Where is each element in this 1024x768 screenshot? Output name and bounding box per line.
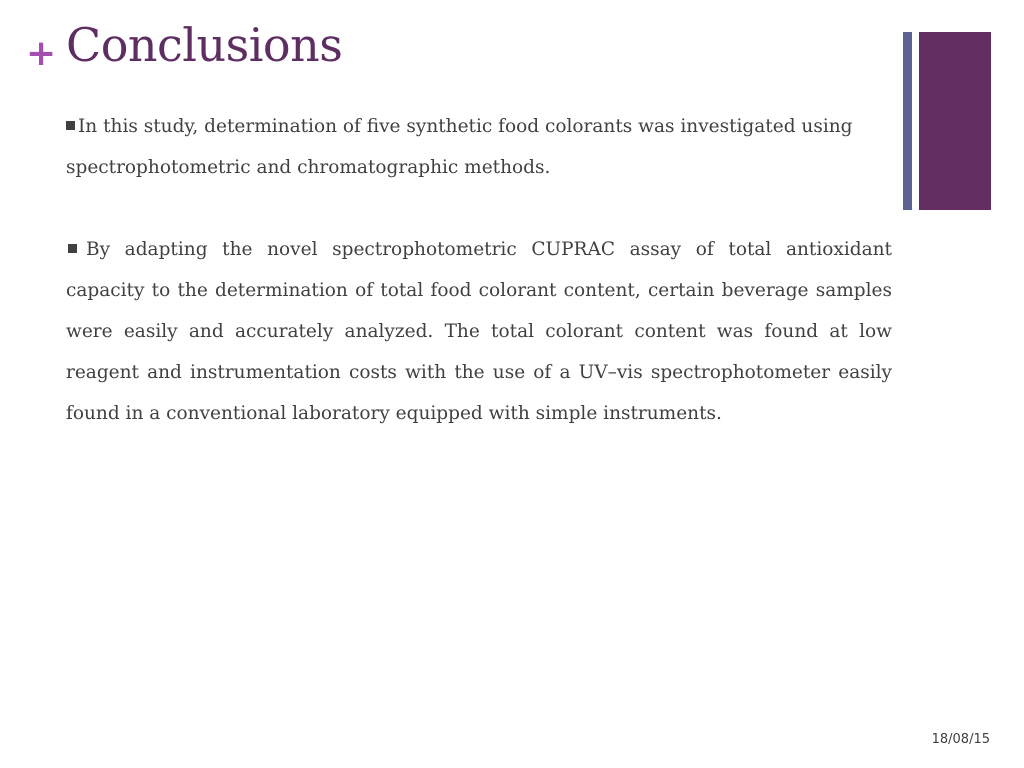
slide-date: 18/08/15 [931,732,990,747]
square-bullet-icon [66,121,75,130]
accent-bar-wide [919,32,991,210]
bullet-item [66,106,892,188]
bullet-text: By adapting the novel spectrophotometric CUPRAC assay of total antioxidant capacity to the determination of total food colorant content, certain beverage samples were easily and accurately analyzed. The total colorant content was found at low reagent and instrumentation costs with the use of a UV–vis spectrophotometer easily found in a conventional laboratory equipped with simple instruments. [66,239,892,424]
bullet-item [66,229,892,434]
bullet-text: In this study, determination of five synthetic food colorants was investigated using spectrophotometric and chromatographic methods. [66,116,853,178]
accent-bar-thin [903,32,912,210]
plus-icon: + [26,33,57,74]
square-bullet-icon [68,244,77,253]
page-title: Conclusions [66,18,343,72]
